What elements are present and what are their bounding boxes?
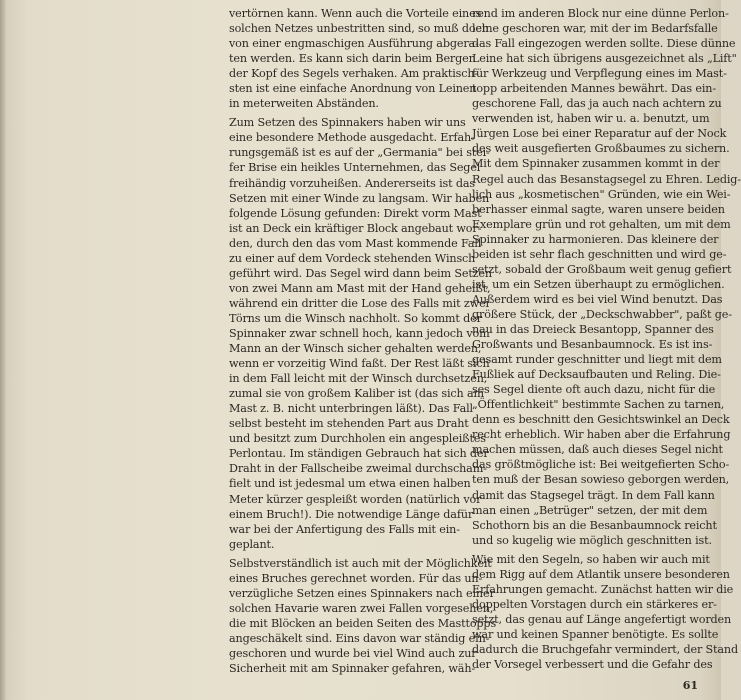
text-line: selbst besteht im stehenden Part aus Draht — [229, 417, 469, 431]
text-line: zu einer auf dem Vordeck stehenden Winsch — [229, 251, 476, 265]
right-text-column — [472, 6, 741, 672]
text-line: geplant. — [229, 537, 275, 551]
paragraph — [229, 6, 489, 111]
text-line: Setzen mit einer Winde zu langsam. Wir haben — [229, 191, 490, 205]
text-line: Meter kürzer gespleißt worden (natürlich vor — [229, 492, 482, 506]
text-line: und besitzt zum Durchholen ein angespleißtes — [229, 432, 486, 446]
text-line: recht erheblich. Wir haben aber die Erfahrung — [472, 428, 731, 442]
text-line: Jürgen Lose bei einer Reparatur auf der Nock — [472, 127, 727, 141]
text-line: ten muß der Besan sowieso geborgen werden, — [472, 473, 730, 487]
page-number: 61 — [682, 679, 698, 692]
text-line: rungsgemäß ist es auf der „Germania" bei stei- — [229, 146, 490, 160]
text-line: freihändig vorzuheißen. Andererseits ist das — [229, 176, 476, 190]
text-line: geschoren und wurde bei viel Wind auch zur — [229, 646, 477, 660]
text-line: Großwants und Besanbaumnock. Es ist ins- — [472, 338, 713, 352]
text-line: während ein dritter die Lose des Falls mit zwei — [229, 296, 489, 310]
text-line: Sicherheit mit am Spinnaker gefahren, wäh- — [229, 662, 476, 676]
text-line: das Fall eingezogen werden sollte. Diese dünne — [472, 37, 736, 51]
text-line: Regel auch das Besanstagsegel zu Ehren. Ledig- — [472, 172, 741, 186]
paragraph — [229, 115, 492, 551]
text-line: beiden ist sehr flach geschnitten und wird ge- — [472, 247, 727, 261]
text-line: der Kopf des Segels verhaken. Am praktisch- — [229, 67, 479, 81]
text-line: damit das Stagsegel trägt. In dem Fall kann — [472, 488, 715, 502]
text-line: das größtmögliche ist: Bei weitgefierten Scho- — [472, 458, 730, 472]
text-line: eines Bruches gerechnet worden. Für das un- — [229, 571, 483, 585]
text-line: sten ist eine einfache Anordnung von Leinen — [229, 82, 477, 96]
text-line: fielt und ist jedesmal um etwa einen halben — [229, 477, 471, 491]
text-line: Draht in der Fallscheibe zweimal durchscham- — [229, 462, 487, 476]
text-line: Spinnaker zwar schnell hoch, kann jedoch vom — [229, 326, 490, 340]
text-line: Spinnaker zu harmonieren. Das kleinere der — [472, 232, 719, 246]
text-line: einem Bruch!). Die notwendige Länge dafür — [229, 507, 474, 521]
text-line: fer Brise ein heikles Unternehmen, das Segel — [229, 161, 481, 175]
paragraph — [472, 6, 741, 548]
text-line: für Werkzeug und Verpflegung eines im Mast- — [472, 67, 727, 81]
text-line: angeschäkelt sind. Eins davon war ständig ein- — [229, 631, 490, 645]
text-line: die mit Blöcken an beiden Seiten des Masttopps — [229, 616, 497, 630]
text-line: Mast z. B. nicht unterbringen läßt). Das Fall — [229, 402, 473, 416]
text-line: größere Stück, der „Deckschwabber", paßt ge- — [472, 307, 732, 321]
paragraph — [472, 552, 738, 672]
text-line: Wie mit den Segeln, so haben wir auch mit — [472, 552, 710, 566]
text-line: geführt wird. Das Segel wird dann beim Setzen — [229, 266, 492, 280]
text-line: Fußliek auf Decksaufbauten und Reling. Die- — [472, 368, 721, 382]
text-line: Schothorn bis an die Besanbaumnock reicht — [472, 518, 717, 532]
text-line: von zwei Mann am Mast mit der Hand geheißt, — [229, 281, 491, 295]
text-line: in dem Fall leicht mit der Winsch durchsetzen, — [229, 372, 488, 386]
text-line: topp arbeitenden Mannes bewährt. Das ein- — [472, 82, 716, 96]
text-line: Mann an der Winsch sicher gehalten werden, — [229, 342, 482, 356]
text-line: verzügliche Setzen eines Spinnakers nach einer — [229, 586, 495, 600]
text-line: denn es beschnitt den Gesichtswinkel an Deck — [472, 413, 730, 427]
text-line: leine geschoren war, mit der im Bedarfsfalle — [472, 22, 718, 36]
text-line: setzt, sobald der Großbaum weit genug gefiert — [472, 262, 732, 276]
text-line: geschorene Fall, das ja auch nach achtern zu — [472, 97, 722, 111]
text-line: lich aus „kosmetischen" Gründen, wie ein Wei- — [472, 187, 731, 201]
text-line: ses Segel diente oft auch dazu, nicht für die — [472, 383, 716, 397]
text-line: des weit ausgefierten Großbaumes zu sichern. — [472, 142, 730, 156]
text-line: Außerdem wird es bei viel Wind benutzt. Das — [472, 292, 723, 306]
text-line: „Öffentlichkeit" bestimmte Sachen zu tarnen, — [472, 398, 725, 412]
text-line: doppelten Vorstagen durch ein stärkeres er- — [472, 597, 717, 611]
book-spine-shadow — [0, 0, 6, 700]
text-line: nau in das Dreieck Besantopp, Spanner des — [472, 322, 714, 336]
text-line: solchen Havarie waren zwei Fallen vorgesehen, — [229, 601, 494, 615]
text-line: setzt, das genau auf Länge angefertigt worden — [472, 612, 732, 626]
text-line: war und keinen Spanner benötigte. Es sollte — [472, 627, 719, 641]
text-line: ist an Deck ein kräftiger Block angebaut wor- — [229, 221, 482, 235]
text-line: vertörnen kann. Wenn auch die Vorteile eines — [229, 7, 482, 20]
text-line: Mit dem Spinnaker zusammen kommt in der — [472, 157, 720, 171]
text-line: solchen Netzes unbestritten sind, so muß doch — [229, 22, 489, 36]
text-line: machen müssen, daß auch dieses Segel nicht — [472, 443, 723, 457]
text-line: wenn er vorzeitig Wind faßt. Der Rest läßt sich — [229, 357, 490, 371]
text-line: Perlontau. Im ständigen Gebrauch hat sich der — [229, 447, 489, 461]
text-line: und so kugelig wie möglich geschnitten ist. — [472, 533, 712, 547]
text-line: zumal sie von großem Kaliber ist (das sich am — [229, 387, 484, 401]
text-line: man einen „Betrüger" setzen, der mit dem — [472, 503, 708, 517]
text-line: Exemplare grün und rot gehalten, um mit dem — [472, 217, 731, 231]
text-line: der Vorsegel verbessert und die Gefahr des — [472, 658, 713, 672]
text-line: eine besondere Methode ausgedacht. Erfah- — [229, 131, 475, 145]
left-text-column — [229, 6, 497, 676]
paragraph — [229, 556, 497, 676]
text-line: gesamt runder geschnitter und liegt mit dem — [472, 353, 722, 367]
text-line: rend im anderen Block nur eine dünne Perlon- — [472, 7, 729, 20]
text-line: den, durch den das vom Mast kommende Fall — [229, 236, 482, 250]
text-line: Zum Setzen des Spinnakers haben wir uns — [229, 116, 466, 130]
text-line: ist, um ein Setzen überhaupt zu ermöglichen. — [472, 277, 725, 291]
text-line: Leine hat sich übrigens ausgezeichnet als „Lift" — [472, 52, 737, 66]
text-line: Törns um die Winsch nachholt. So kommt der — [229, 311, 482, 325]
text-line: folgende Lösung gefunden: Direkt vorm Mast — [229, 206, 482, 220]
text-line: verwenden ist, haben wir u. a. benutzt, um — [472, 112, 710, 126]
text-line: dem Rigg auf dem Atlantik unsere besonderen — [472, 567, 730, 581]
text-line: in meterweiten Abständen. — [229, 97, 379, 111]
text-line: Selbstverständlich ist auch mit der Möglichkeit — [229, 556, 492, 570]
text-line: von einer engmaschigen Ausführung abgera- — [229, 37, 479, 51]
text-line: war bei der Anfertigung des Falls mit ein- — [229, 522, 460, 536]
text-line: dadurch die Bruchgefahr vermindert, der Stand — [472, 642, 738, 656]
text-line: ten werden. Es kann sich darin beim Bergen — [229, 52, 476, 66]
text-line: Erfahrungen gemacht. Zunächst hatten wir die — [472, 582, 734, 596]
text-line: berhasser einmal sagte, waren unsere beiden — [472, 202, 725, 216]
